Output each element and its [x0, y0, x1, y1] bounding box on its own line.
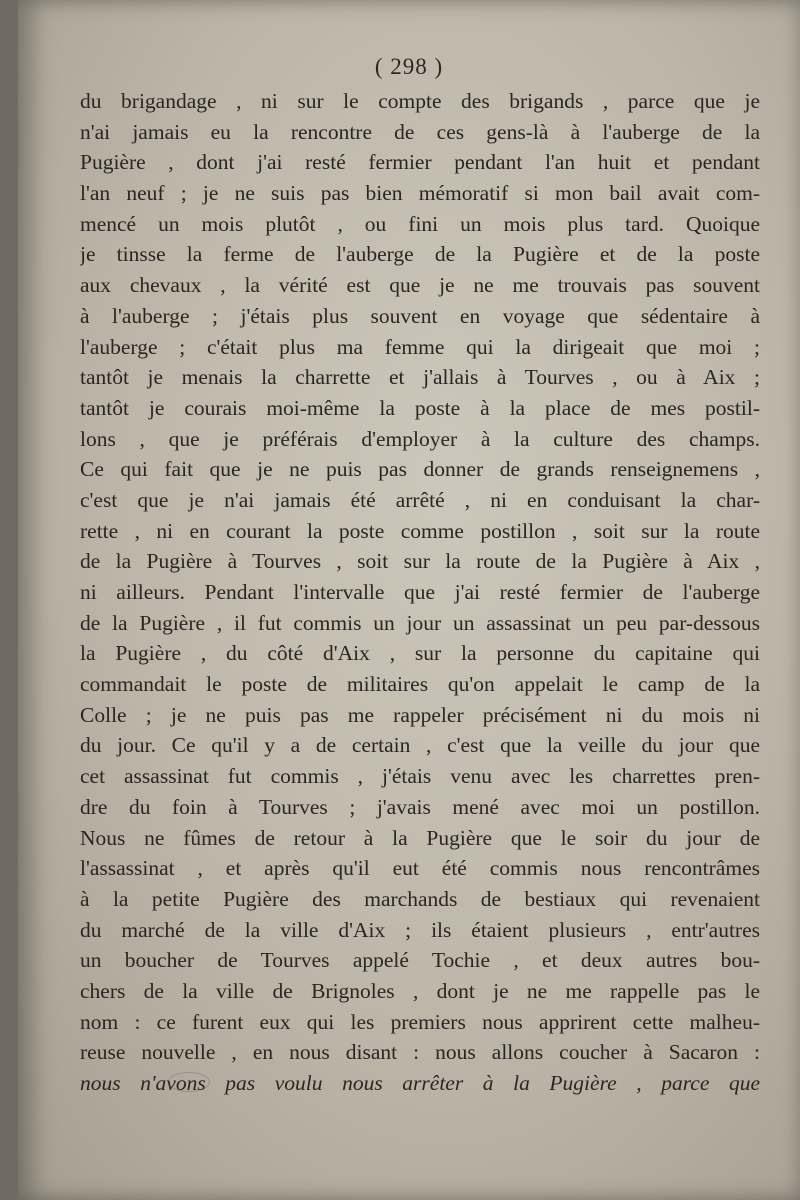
text-line: c'est que je n'ai jamais été arrêté , ni en conduisant la char- — [80, 487, 760, 512]
text-line: la Pugière , du côté d'Aix , sur la personne du capitaine qui — [80, 641, 760, 666]
text-line: du jour. Ce qu'il y a de certain , c'est que la veille du jour que — [80, 733, 760, 758]
text-line: Pugière , dont j'ai resté fermier pendant l'an huit et pendant — [80, 150, 760, 175]
text-line: l'an neuf ; je ne suis pas bien mémoratif si mon bail avait com- — [80, 181, 760, 206]
text-line: mencé un mois plutôt , ou fini un mois plus tard. Quoique — [80, 211, 760, 236]
text-line: Colle ; je ne puis pas me rappeler précisément ni du mois ni — [80, 702, 760, 727]
text-line: tantôt je courais moi-même la poste à la place de mes postil- — [80, 395, 760, 420]
text-line: du marché de la ville d'Aix ; ils étaient plusieurs , entr'autres — [80, 917, 760, 942]
text-line: l'auberge ; c'était plus ma femme qui la dirigeait que moi ; — [80, 334, 760, 359]
text-line: Nous ne fûmes de retour à la Pugière que le soir du jour de — [80, 825, 760, 850]
text-line: cet assassinat fut commis , j'étais venu avec les charrettes pren- — [80, 764, 760, 789]
text-line: nous n'avons pas voulu nous arrêter à la Pugière , parce que — [80, 1071, 760, 1095]
book-page — [18, 0, 800, 1200]
text-line: chers de la ville de Brignoles , dont je ne me rappelle pas le — [80, 978, 760, 1003]
text-line: de la Pugière à Tourves , soit sur la route de la Pugière à Aix , — [80, 549, 760, 574]
text-line: aux chevaux , la vérité est que je ne me trouvais pas souvent — [80, 273, 760, 298]
page-number: ( 298 ) — [374, 54, 444, 79]
text-line: lons , que je préférais d'employer à la culture des champs. — [80, 426, 760, 451]
text-line: tantôt je menais la charrette et j'allais à Tourves , ou à Aix ; — [80, 365, 760, 390]
text-line: du brigandage , ni sur le compte des brigands , parce que je — [80, 89, 760, 113]
text-line: à l'auberge ; j'étais plus souvent en voyage que sédentaire à — [80, 303, 760, 328]
body-text — [80, 86, 760, 1099]
text-line: l'assassinat , et après qu'il eut été commis nous rencontrâmes — [80, 856, 760, 881]
text-line: de la Pugière , il fut commis un jour un assassinat un peu par-dessous — [80, 610, 760, 635]
text-line: un boucher de Tourves appelé Tochie , et deux autres bou- — [80, 948, 760, 973]
text-line: à la petite Pugière des marchands de bestiaux qui revenaient — [80, 886, 760, 911]
text-line: Ce qui fait que je ne puis pas donner de grands renseignemens , — [80, 457, 760, 482]
text-line: dre du foin à Tourves ; j'avais mené avec moi un postillon. — [80, 794, 760, 819]
text-line: commandait le poste de militaires qu'on appelait le camp de la — [80, 672, 760, 697]
text-line: nom : ce furent eux qui les premiers nous apprirent cette malheu- — [80, 1009, 760, 1034]
text-line: n'ai jamais eu la rencontre de ces gens-là à l'auberge de la — [80, 119, 760, 144]
text-line: rette , ni en courant la poste comme postillon , soit sur la route — [80, 518, 760, 543]
text-line: reuse nouvelle , en nous disant : nous allons coucher à Sacaron : — [80, 1040, 760, 1065]
text-line: je tinsse la ferme de l'auberge de la Pugière et de la poste — [80, 242, 760, 267]
paper-stain — [168, 1072, 210, 1092]
text-line: ni ailleurs. Pendant l'intervalle que j'ai resté fermier de l'auberge — [80, 580, 760, 604]
